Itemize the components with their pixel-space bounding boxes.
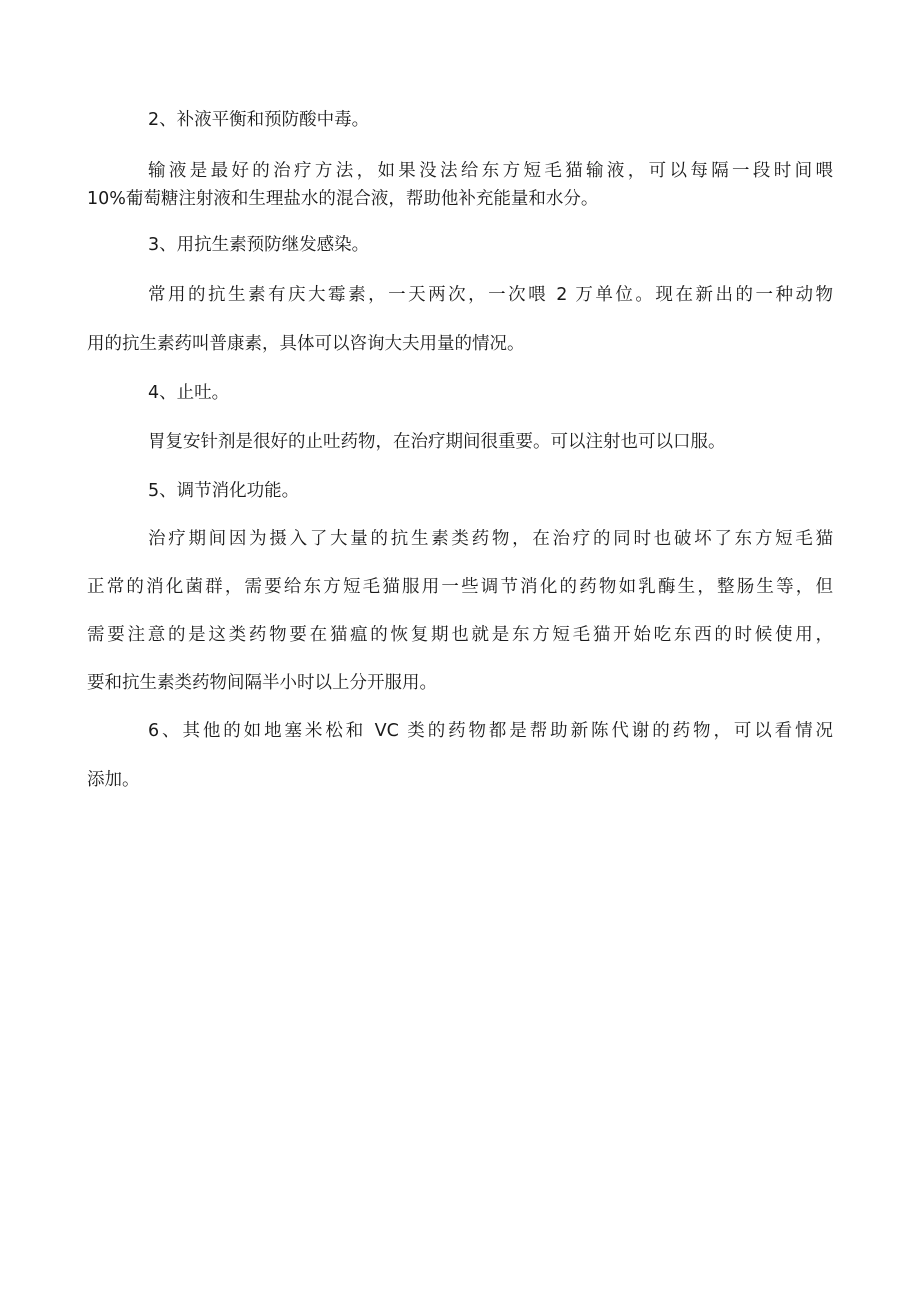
section-heading-2: 2、补液平衡和预防酸中毒。 [148, 110, 370, 130]
paragraph-line: 添加。 [87, 770, 140, 790]
paragraph-line: 常用的抗生素有庆大霉素，一天两次，一次喂 2 万单位。现在新出的一种动物 [148, 285, 833, 305]
paragraph-line: 正常的消化菌群，需要给东方短毛猫服用一些调节消化的药物如乳酶生，整肠生等，但 [87, 577, 833, 597]
section-heading-5: 5、调节消化功能。 [148, 481, 300, 501]
paragraph-line: 要和抗生素类药物间隔半小时以上分开服用。 [87, 673, 437, 693]
paragraph-line: 10%葡萄糖注射液和生理盐水的混合液，帮助他补充能量和水分。 [87, 189, 599, 209]
paragraph-line: 需要注意的是这类药物要在猫瘟的恢复期也就是东方短毛猫开始吃东西的时候使用， [87, 625, 833, 645]
section-heading-3: 3、用抗生素预防继发感染。 [148, 235, 370, 255]
section-heading-6: 6、其他的如地塞米松和 VC 类的药物都是帮助新陈代谢的药物，可以看情况 [148, 721, 833, 741]
paragraph-line: 用的抗生素药叫普康素，具体可以咨询大夫用量的情况。 [87, 334, 525, 354]
section-heading-4: 4、止吐。 [148, 383, 230, 403]
paragraph-line: 胃复安针剂是很好的止吐药物，在治疗期间很重要。可以注射也可以口服。 [148, 432, 726, 452]
paragraph-line: 治疗期间因为摄入了大量的抗生素类药物，在治疗的同时也破坏了东方短毛猫 [148, 529, 833, 549]
paragraph-line: 输液是最好的治疗方法，如果没法给东方短毛猫输液，可以每隔一段时间喂 [148, 161, 833, 181]
